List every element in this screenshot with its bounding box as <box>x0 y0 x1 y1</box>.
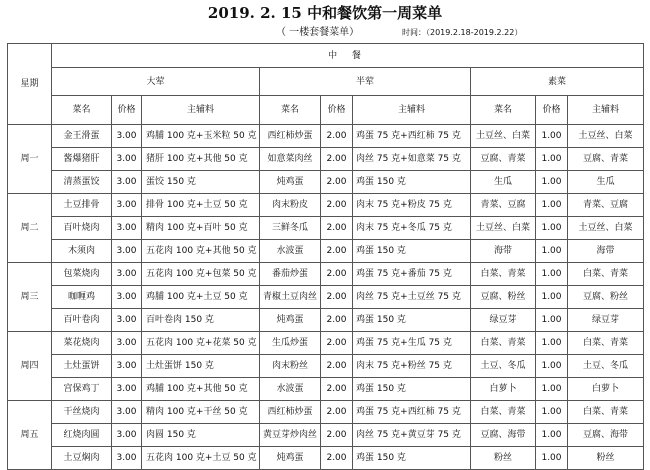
price-cell: 3.00 <box>112 309 142 332</box>
day-label: 周一 <box>8 125 52 194</box>
price-cell: 1.00 <box>536 424 568 447</box>
price-cell: 2.00 <box>321 125 353 148</box>
ingredients-cell: 生瓜 <box>568 171 644 194</box>
price-cell: 1.00 <box>536 447 568 470</box>
ingredients-cell: 肉末 75 克+冬瓜 75 克 <box>353 217 471 240</box>
price-cell: 3.00 <box>112 263 142 286</box>
week-header: 星期 <box>8 44 52 125</box>
dish-name-cell: 肉末粉皮 <box>260 194 321 217</box>
group-header-meat: 大荤 <box>52 68 260 96</box>
dish-name-cell: 豆腐、海带 <box>471 424 536 447</box>
day-label: 周三 <box>8 263 52 332</box>
ingredients-cell: 肉圆 150 克 <box>142 424 260 447</box>
dish-name-cell: 土灶蛋饼 <box>52 355 112 378</box>
price-cell: 3.00 <box>112 148 142 171</box>
price-cell: 3.00 <box>112 447 142 470</box>
col-header-ingredients: 主辅料 <box>353 96 471 125</box>
header-row-groups <box>8 68 644 96</box>
price-cell: 1.00 <box>536 286 568 309</box>
dish-name-cell: 粉丝 <box>471 447 536 470</box>
price-cell: 1.00 <box>536 378 568 401</box>
table-row <box>8 171 644 194</box>
price-cell: 2.00 <box>321 332 353 355</box>
price-cell: 3.00 <box>112 401 142 424</box>
dish-name-cell: 白菜、青菜 <box>471 263 536 286</box>
price-cell: 2.00 <box>321 378 353 401</box>
dish-name-cell: 土豆丝、白菜 <box>471 217 536 240</box>
dish-name-cell: 豆腐、粉丝 <box>471 286 536 309</box>
ingredients-cell: 五花肉 100 克+土豆 50 克 <box>142 447 260 470</box>
table-row <box>8 240 644 263</box>
dish-name-cell: 白萝卜 <box>471 378 536 401</box>
price-cell: 2.00 <box>321 424 353 447</box>
price-cell: 3.00 <box>112 332 142 355</box>
dish-name-cell: 水波蛋 <box>260 240 321 263</box>
price-cell: 3.00 <box>112 125 142 148</box>
price-cell: 2.00 <box>321 355 353 378</box>
dish-name-cell: 青椒土豆肉丝 <box>260 286 321 309</box>
col-header-price: 价格 <box>321 96 353 125</box>
table-row <box>8 447 644 470</box>
price-cell: 2.00 <box>321 309 353 332</box>
dish-name-cell: 黄豆芽炒肉丝 <box>260 424 321 447</box>
price-cell: 3.00 <box>112 240 142 263</box>
dish-name-cell: 水波蛋 <box>260 378 321 401</box>
dish-name-cell: 生瓜 <box>471 171 536 194</box>
table-row <box>8 286 644 309</box>
dish-name-cell: 包菜烧肉 <box>52 263 112 286</box>
dish-name-cell: 百叶烧肉 <box>52 217 112 240</box>
day-label: 周二 <box>8 194 52 263</box>
price-cell: 1.00 <box>536 171 568 194</box>
price-cell: 2.00 <box>321 447 353 470</box>
table-row <box>8 378 644 401</box>
ingredients-cell: 猪肝 100 克+其他 50 克 <box>142 148 260 171</box>
dish-name-cell: 炖鸡蛋 <box>260 171 321 194</box>
ingredients-cell: 豆腐、青菜 <box>568 148 644 171</box>
ingredients-cell: 白菜、青菜 <box>568 263 644 286</box>
col-header-ingredients: 主辅料 <box>568 96 644 125</box>
ingredients-cell: 精肉 100 克+百叶 50 克 <box>142 217 260 240</box>
table-row <box>8 309 644 332</box>
dish-name-cell: 菜花烧肉 <box>52 332 112 355</box>
price-cell: 2.00 <box>321 194 353 217</box>
table-row <box>8 148 644 171</box>
ingredients-cell: 鸡蛋 75 克+生瓜 75 克 <box>353 332 471 355</box>
ingredients-cell: 粉丝 <box>568 447 644 470</box>
price-cell: 3.00 <box>112 171 142 194</box>
table-row <box>8 424 644 447</box>
meal-header: 中 餐 <box>52 44 644 68</box>
dish-name-cell: 炖鸡蛋 <box>260 447 321 470</box>
ingredients-cell: 鸡蛋 75 克+西红柿 75 克 <box>353 401 471 424</box>
ingredients-cell: 鸡蛋 75 克+西红柿 75 克 <box>353 125 471 148</box>
price-cell: 1.00 <box>536 217 568 240</box>
ingredients-cell: 海带 <box>568 240 644 263</box>
menu-subtitle: （ 一楼套餐菜单） <box>276 27 360 38</box>
dish-name-cell: 青菜、豆腐 <box>471 194 536 217</box>
dish-name-cell: 土豆、冬瓜 <box>471 355 536 378</box>
price-cell: 1.00 <box>536 309 568 332</box>
group-header-half-meat: 半荤 <box>260 68 471 96</box>
price-cell: 1.00 <box>536 263 568 286</box>
col-header-dish: 菜名 <box>260 96 321 125</box>
price-cell: 1.00 <box>536 240 568 263</box>
table-row <box>8 355 644 378</box>
ingredients-cell: 百叶卷肉 150 克 <box>142 309 260 332</box>
ingredients-cell: 青菜、豆腐 <box>568 194 644 217</box>
dish-name-cell: 金王滑蛋 <box>52 125 112 148</box>
date-range: 时间：（2019.2.18-2019.2.22） <box>402 28 523 37</box>
price-cell: 1.00 <box>536 401 568 424</box>
dish-name-cell: 炖鸡蛋 <box>260 309 321 332</box>
price-cell: 3.00 <box>112 355 142 378</box>
weekly-menu-table <box>7 43 644 470</box>
header-row-meal <box>8 44 644 68</box>
dish-name-cell: 土豆丝、白菜 <box>471 125 536 148</box>
ingredients-cell: 鸡脯 100 克+玉米粒 50 克 <box>142 125 260 148</box>
ingredients-cell: 五花肉 100 克+其他 50 克 <box>142 240 260 263</box>
ingredients-cell: 鸡蛋 150 克 <box>353 447 471 470</box>
ingredients-cell: 土豆丝、白菜 <box>568 217 644 240</box>
group-header-vegetable: 素菜 <box>471 68 644 96</box>
ingredients-cell: 精肉 100 克+干丝 50 克 <box>142 401 260 424</box>
ingredients-cell: 鸡蛋 75 克+番茄 75 克 <box>353 263 471 286</box>
table-row <box>8 217 644 240</box>
price-cell: 3.00 <box>112 378 142 401</box>
dish-name-cell: 肉末粉丝 <box>260 355 321 378</box>
price-cell: 1.00 <box>536 194 568 217</box>
dish-name-cell: 白菜、青菜 <box>471 401 536 424</box>
dish-name-cell: 百叶卷肉 <box>52 309 112 332</box>
price-cell: 3.00 <box>112 286 142 309</box>
col-header-price: 价格 <box>112 96 142 125</box>
day-label: 周四 <box>8 332 52 401</box>
ingredients-cell: 白菜、青菜 <box>568 332 644 355</box>
dish-name-cell: 清蒸蛋饺 <box>52 171 112 194</box>
price-cell: 2.00 <box>321 240 353 263</box>
ingredients-cell: 白萝卜 <box>568 378 644 401</box>
price-cell: 1.00 <box>536 355 568 378</box>
dish-name-cell: 豆腐、青菜 <box>471 148 536 171</box>
dish-name-cell: 生瓜炒蛋 <box>260 332 321 355</box>
day-label: 周五 <box>8 401 52 470</box>
ingredients-cell: 土豆、冬瓜 <box>568 355 644 378</box>
col-header-dish: 菜名 <box>52 96 112 125</box>
table-row <box>8 194 644 217</box>
table-row <box>8 125 644 148</box>
dish-name-cell: 宫保鸡丁 <box>52 378 112 401</box>
page-title: 2019. 2. 15 中和餐饮第一周菜单 <box>207 4 443 22</box>
price-cell: 2.00 <box>321 217 353 240</box>
dish-name-cell: 土豆焖肉 <box>52 447 112 470</box>
col-header-ingredients: 主辅料 <box>142 96 260 125</box>
ingredients-cell: 豆腐、海带 <box>568 424 644 447</box>
ingredients-cell: 蛋饺 150 克 <box>142 171 260 194</box>
price-cell: 1.00 <box>536 148 568 171</box>
ingredients-cell: 排骨 100 克+土豆 50 克 <box>142 194 260 217</box>
dish-name-cell: 如意菜肉丝 <box>260 148 321 171</box>
ingredients-cell: 鸡蛋 150 克 <box>353 240 471 263</box>
ingredients-cell: 鸡蛋 150 克 <box>353 309 471 332</box>
ingredients-cell: 豆腐、粉丝 <box>568 286 644 309</box>
header-row-columns <box>8 96 644 125</box>
ingredients-cell: 绿豆芽 <box>568 309 644 332</box>
ingredients-cell: 五花肉 100 克+花菜 50 克 <box>142 332 260 355</box>
menu-table-body <box>8 44 644 470</box>
price-cell: 1.00 <box>536 332 568 355</box>
dish-name-cell: 绿豆芽 <box>471 309 536 332</box>
dish-name-cell: 白菜、青菜 <box>471 332 536 355</box>
dish-name-cell: 番茄炒蛋 <box>260 263 321 286</box>
ingredients-cell: 白菜、青菜 <box>568 401 644 424</box>
dish-name-cell: 三鲜冬瓜 <box>260 217 321 240</box>
dish-name-cell: 干丝烧肉 <box>52 401 112 424</box>
ingredients-cell: 鸡脯 100 克+土豆 50 克 <box>142 286 260 309</box>
ingredients-cell: 土豆丝、白菜 <box>568 125 644 148</box>
ingredients-cell: 肉丝 75 克+土豆丝 75 克 <box>353 286 471 309</box>
price-cell: 2.00 <box>321 171 353 194</box>
dish-name-cell: 西红柿炒蛋 <box>260 125 321 148</box>
col-header-price: 价格 <box>536 96 568 125</box>
price-cell: 2.00 <box>321 401 353 424</box>
ingredients-cell: 肉丝 75 克+如意菜 75 克 <box>353 148 471 171</box>
ingredients-cell: 肉末 75 克+粉丝 75 克 <box>353 355 471 378</box>
dish-name-cell: 红烧肉圆 <box>52 424 112 447</box>
price-cell: 2.00 <box>321 148 353 171</box>
dish-name-cell: 咖喱鸡 <box>52 286 112 309</box>
price-cell: 1.00 <box>536 125 568 148</box>
ingredients-cell: 鸡脯 100 克+其他 50 克 <box>142 378 260 401</box>
dish-name-cell: 土豆排骨 <box>52 194 112 217</box>
ingredients-cell: 鸡蛋 150 克 <box>353 171 471 194</box>
price-cell: 2.00 <box>321 263 353 286</box>
ingredients-cell: 肉丝 75 克+黄豆芽 75 克 <box>353 424 471 447</box>
table-row <box>8 401 644 424</box>
ingredients-cell: 肉末 75 克+粉皮 75 克 <box>353 194 471 217</box>
col-header-dish: 菜名 <box>471 96 536 125</box>
price-cell: 3.00 <box>112 217 142 240</box>
table-row <box>8 263 644 286</box>
ingredients-cell: 土灶蛋饼 150 克 <box>142 355 260 378</box>
dish-name-cell: 海带 <box>471 240 536 263</box>
table-row <box>8 332 644 355</box>
price-cell: 2.00 <box>321 286 353 309</box>
ingredients-cell: 五花肉 100 克+包菜 50 克 <box>142 263 260 286</box>
price-cell: 3.00 <box>112 424 142 447</box>
dish-name-cell: 木须肉 <box>52 240 112 263</box>
price-cell: 3.00 <box>112 194 142 217</box>
dish-name-cell: 酱爆猪肝 <box>52 148 112 171</box>
dish-name-cell: 西红柿炒蛋 <box>260 401 321 424</box>
ingredients-cell: 鸡蛋 150 克 <box>353 378 471 401</box>
